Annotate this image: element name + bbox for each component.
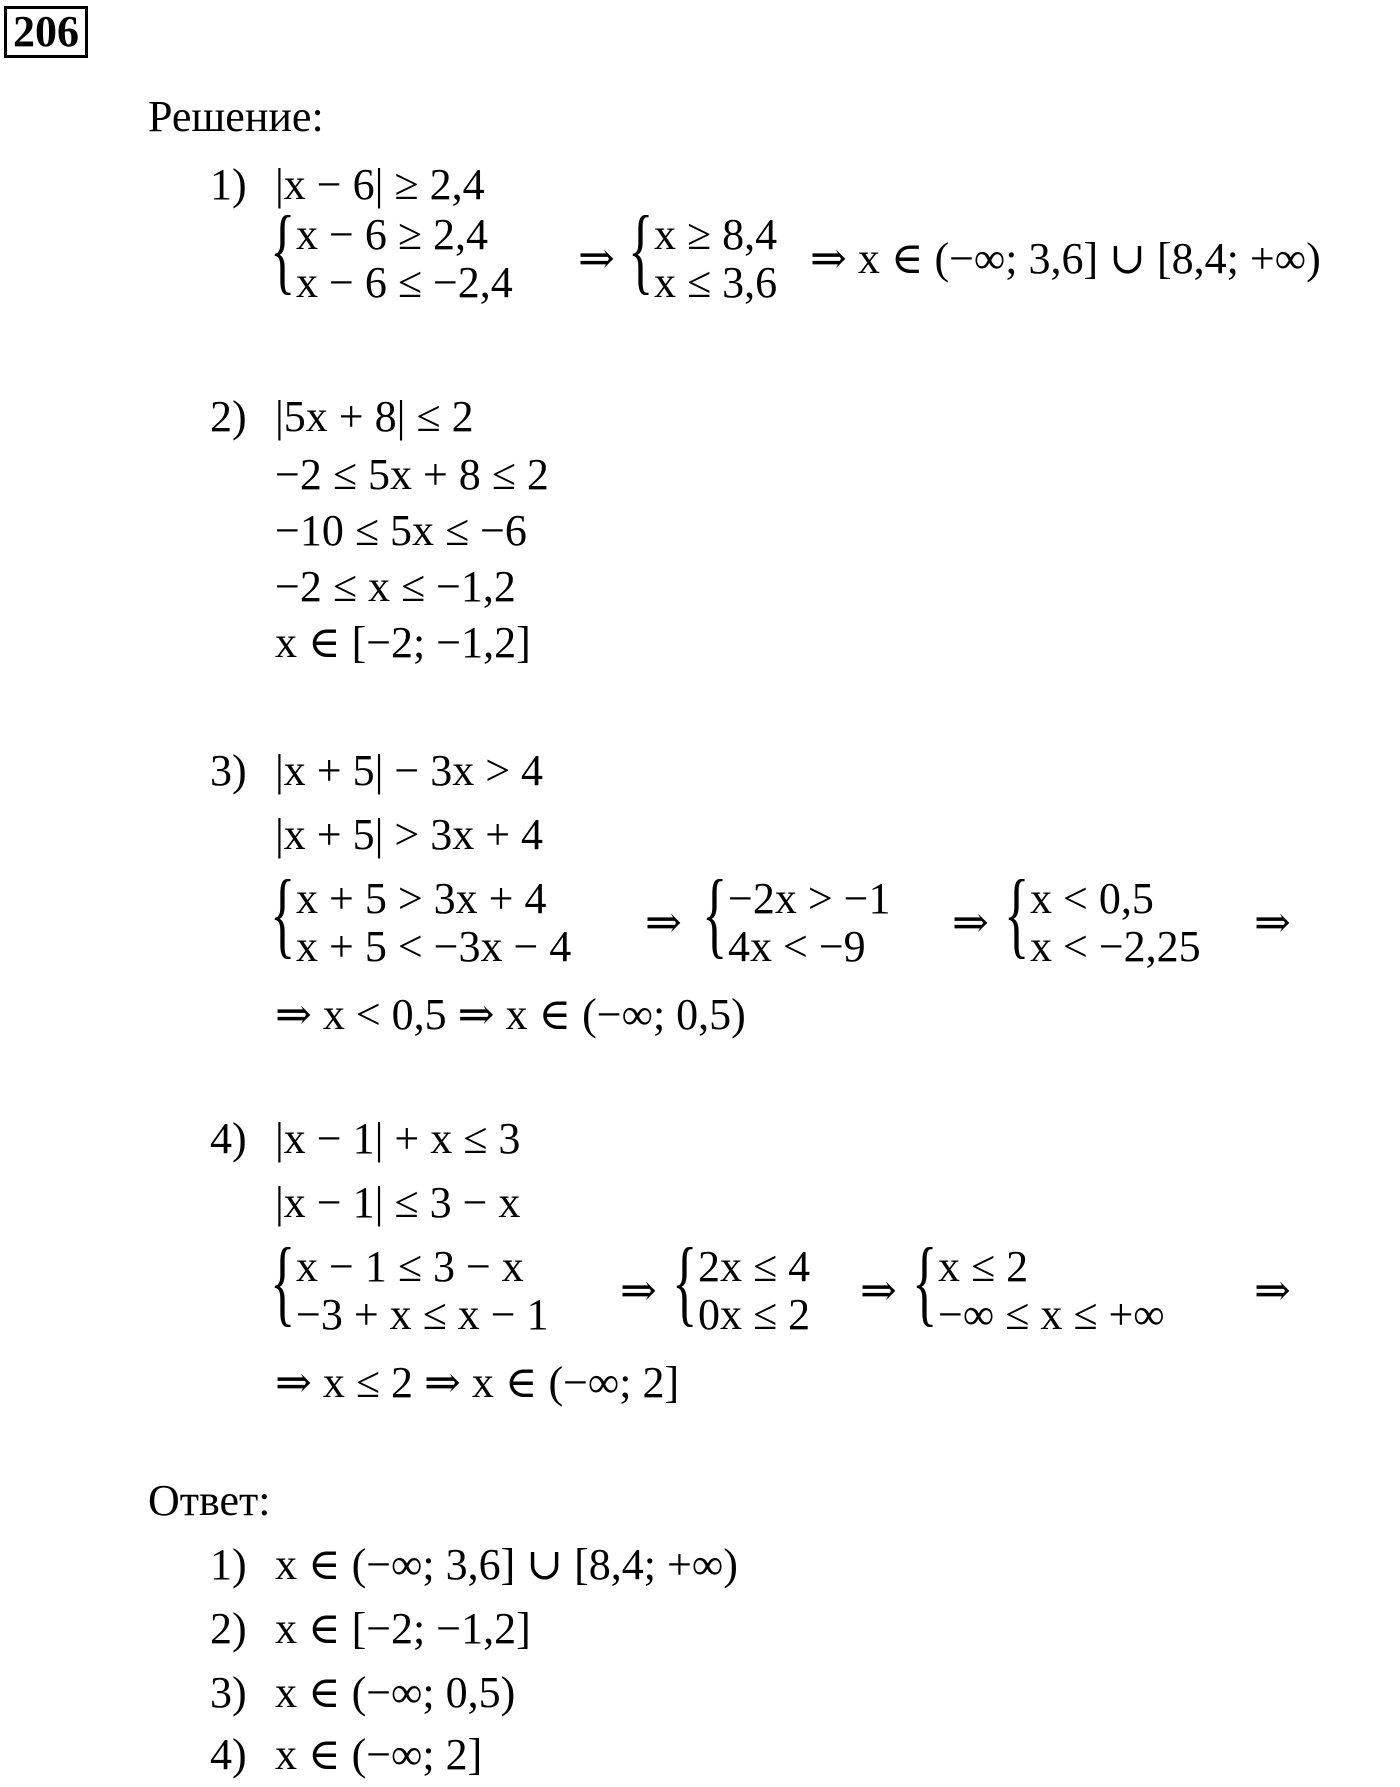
item-1-line-1: |x − 6| ≥ 2,4 bbox=[275, 160, 485, 209]
item-3-label: 3) bbox=[210, 746, 247, 795]
brace-icon: { bbox=[270, 1228, 296, 1335]
item-3-line-2: |x + 5| > 3x + 4 bbox=[275, 810, 544, 859]
item-2-line-1: |5x + 8| ≤ 2 bbox=[275, 392, 474, 441]
item-2-line-2: −2 ≤ 5x + 8 ≤ 2 bbox=[275, 450, 549, 499]
item-4-line-1: |x − 1| + x ≤ 3 bbox=[275, 1114, 521, 1163]
brace-icon: { bbox=[672, 1228, 698, 1335]
answer-3-text: x ∈ (−∞; 0,5) bbox=[275, 1668, 516, 1717]
item-1-system-tail: ⇒ x ∈ (−∞; 3,6] ∪ [8,4; +∞) bbox=[810, 234, 1321, 283]
implies-arrow: ⇒ bbox=[645, 898, 682, 947]
answer-1-label: 1) bbox=[210, 1540, 247, 1589]
implies-arrow: ⇒ bbox=[952, 898, 989, 947]
answer-2-text: x ∈ [−2; −1,2] bbox=[275, 1604, 531, 1653]
brace-icon: { bbox=[270, 860, 296, 967]
item-3-system-tail: ⇒ bbox=[1254, 898, 1291, 947]
brace-icon: { bbox=[270, 196, 296, 303]
problem-number: 206 bbox=[4, 6, 88, 58]
item-4-line-2: |x − 1| ≤ 3 − x bbox=[275, 1178, 521, 1227]
item-1-label: 1) bbox=[210, 160, 247, 209]
item-4-after: ⇒ x ≤ 2 ⇒ x ∈ (−∞; 2] bbox=[275, 1358, 680, 1407]
answer-3-label: 3) bbox=[210, 1668, 247, 1717]
item-2-line-3: −10 ≤ 5x ≤ −6 bbox=[275, 506, 527, 555]
item-3-line-1: |x + 5| − 3x > 4 bbox=[275, 746, 544, 795]
brace-icon: { bbox=[912, 1228, 938, 1335]
implies-arrow: ⇒ bbox=[620, 1266, 657, 1315]
item-4-label: 4) bbox=[210, 1114, 247, 1163]
item-4-system-tail: ⇒ bbox=[1254, 1266, 1291, 1315]
solution-header: Решение: bbox=[148, 92, 324, 141]
answer-2-label: 2) bbox=[210, 1604, 247, 1653]
item-2-line-4: −2 ≤ x ≤ −1,2 bbox=[275, 562, 516, 611]
answer-1-text: x ∈ (−∞; 3,6] ∪ [8,4; +∞) bbox=[275, 1540, 738, 1589]
answer-4-text: x ∈ (−∞; 2] bbox=[275, 1730, 483, 1779]
answer-header: Ответ: bbox=[148, 1476, 271, 1525]
implies-arrow: ⇒ bbox=[578, 234, 615, 283]
brace-icon: { bbox=[1004, 860, 1030, 967]
item-3-after: ⇒ x < 0,5 ⇒ x ∈ (−∞; 0,5) bbox=[275, 990, 746, 1039]
answer-4-label: 4) bbox=[210, 1730, 247, 1779]
brace-icon: { bbox=[702, 860, 728, 967]
implies-arrow: ⇒ bbox=[860, 1266, 897, 1315]
item-2-label: 2) bbox=[210, 392, 247, 441]
item-2-line-5: x ∈ [−2; −1,2] bbox=[275, 618, 531, 667]
brace-icon: { bbox=[628, 196, 654, 303]
